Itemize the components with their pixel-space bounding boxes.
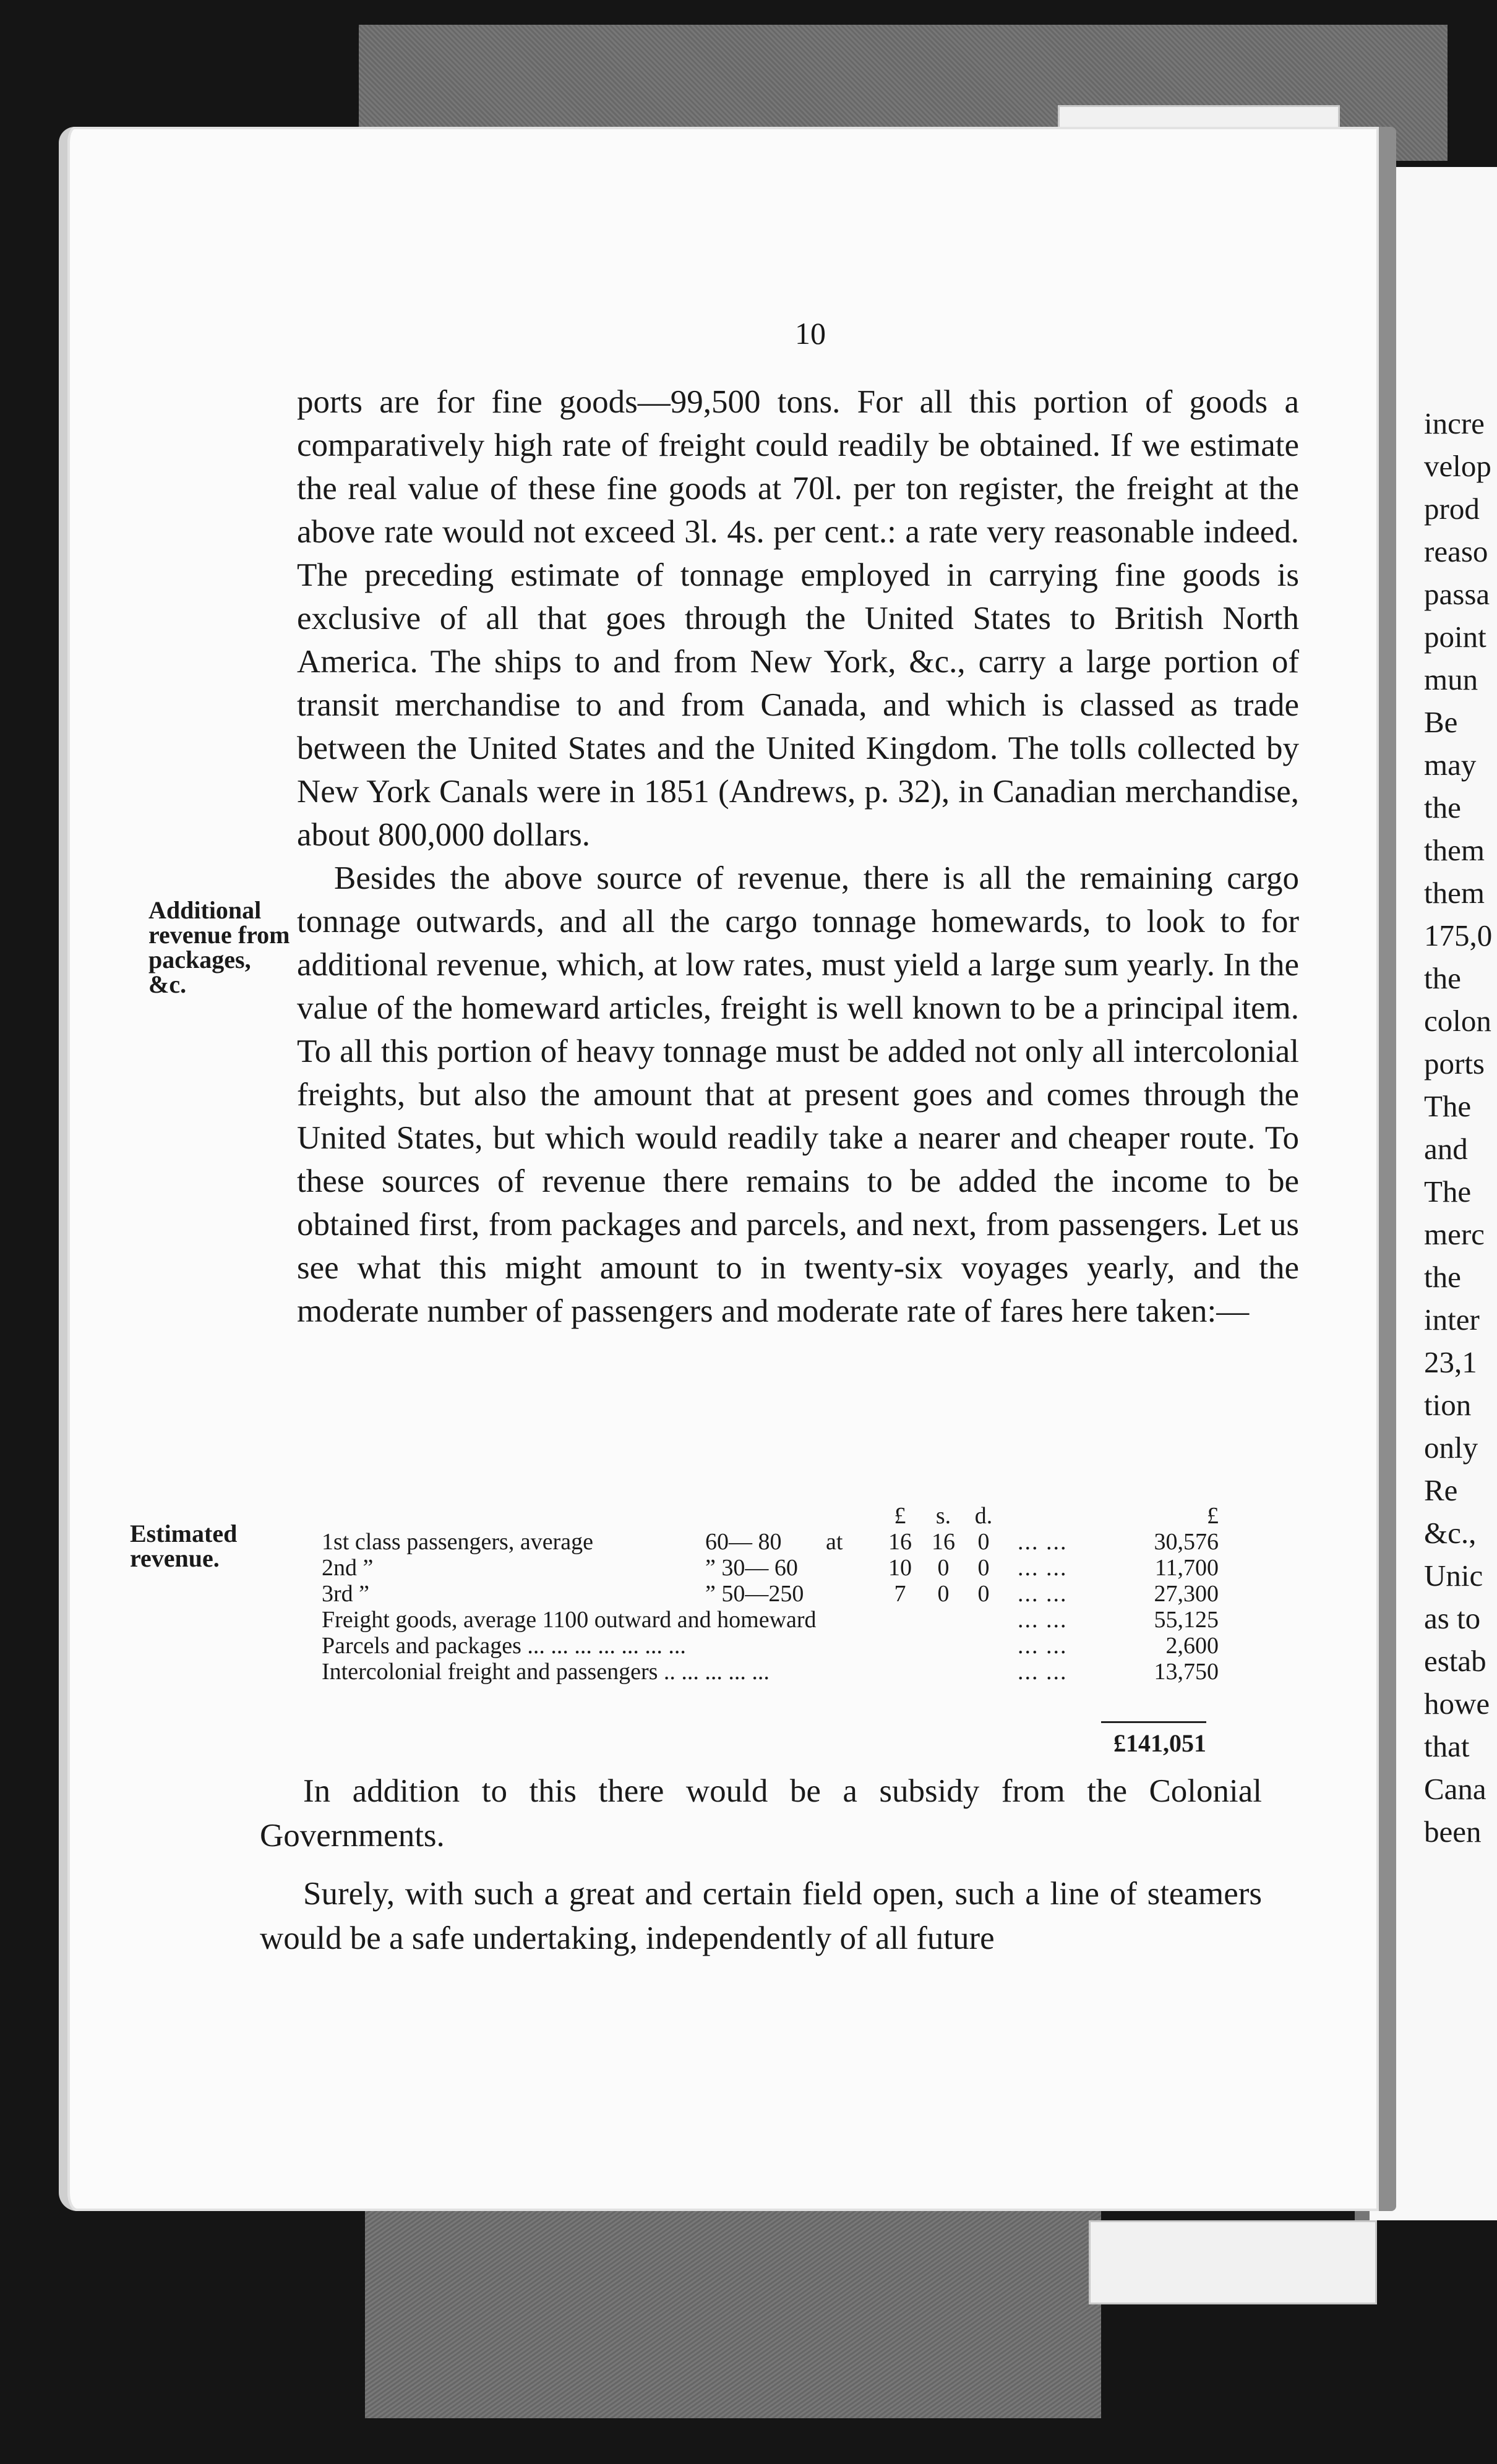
margin-note-estimated-revenue: Estimated revenue. [130,1520,238,1572]
facing-page-line: the [1424,961,1461,995]
facing-page-text [1424,402,1497,1853]
facing-page-line: that [1424,1729,1470,1763]
revenue-table-row [322,1633,1219,1659]
revenue-table-row [322,1607,1219,1633]
facing-page-line: been [1424,1815,1482,1849]
revenue-cell-dots: ... ... [1018,1659,1068,1685]
facing-page-line: Unic [1424,1559,1483,1593]
facing-page-line: Re [1424,1473,1458,1507]
facing-page-line: ports [1424,1046,1485,1080]
facing-page-line: prod [1424,492,1480,526]
revenue-cell-pence: 0 [977,1529,990,1555]
revenue-cell-label: Parcels and packages ... ... ... ... ... ... ... [322,1633,686,1659]
paragraph-steamers: Surely, with such a great and certain field open, such a line of steamers would be a safe undertaking, independently of all future [260,1876,1262,1956]
revenue-cell-pounds: 7 [894,1581,906,1607]
revenue-cell-pounds: 16 [888,1529,912,1555]
revenue-cell-amount: 13,750 [1154,1659,1219,1685]
facing-page-line: Be [1424,705,1458,739]
body-text [297,380,1299,1333]
revenue-cell-pounds: 10 [888,1555,912,1581]
revenue-cell-label: 1st class passengers, average [322,1529,593,1555]
revenue-cell-shillings: 0 [937,1555,950,1581]
revenue-cell-dots: ... ... [1018,1607,1068,1633]
mounting-board-bottom [365,2177,1101,2418]
facing-page-line: tion [1424,1388,1472,1422]
revenue-cell-amount: 27,300 [1154,1581,1219,1607]
facing-page-line: 23,1 [1424,1345,1477,1379]
closing-text [260,1769,1262,1974]
revenue-cell-dots: ... ... [1018,1529,1068,1555]
paragraph-fine-goods: ports are for fine goods—99,500 tons. For all this portion of goods a comparatively high rate of freight could readily be obtained. If we estimate the real value of these fine goods at 70l. per ton register, the freight at the above rate would not exceed 3l. 4s. per cent.: a rate very reasonable indeed. The preceding estimate of tonnage employed in carrying fine goods is exclusive of all that goes through the United States to British North America. The ships to and from New York, &c., carry a large portion of transit merchandise to and from Canada, and which is classed as trade between the United States and the United Kingdom. The tolls collected by New York Canals were in 1851 (Andrews, p. 32), in Canadian merchandise, about 800,000 dollars. [297,384,1299,853]
facing-page-line: 175,0 [1424,918,1493,952]
revenue-total: £141,051 [1113,1729,1206,1757]
facing-page-line: The [1424,1174,1472,1208]
revenue-cell-label: 2nd ” [322,1555,374,1581]
header-pence: d. [974,1503,993,1529]
facing-page-line: them [1424,833,1485,867]
facing-page-line: estab [1424,1644,1486,1678]
revenue-cell-pence: 0 [977,1555,990,1581]
facing-page-line: may [1424,748,1477,782]
revenue-cell-label: Freight goods, average 1100 outward and homeward [322,1607,817,1633]
revenue-cell-amount: 55,125 [1154,1607,1219,1633]
facing-page-line: velop [1424,449,1491,483]
page-number: 10 [795,316,826,351]
revenue-table-header [322,1503,1219,1529]
revenue-cell-shillings: 16 [932,1529,955,1555]
revenue-cell-range: ” 30— 60 [705,1555,798,1581]
facing-page-line: the [1424,790,1461,824]
facing-page-line: them [1424,876,1485,910]
revenue-cell-range: 60— 80 [705,1529,782,1555]
facing-page-line: as to [1424,1601,1481,1635]
paragraph-additional-revenue: Besides the above source of revenue, there is all the remaining cargo tonnage outwards, and all the cargo tonnage homewards, to look to for additional revenue, which, at low rates, must yield a large sum yearly. In the value of the homeward articles, freight is well known to be a principal item. To all this portion of heavy tonnage must be added not only all intercolonial freights, but also the amount that at present goes and comes through the United States, but which would readily take a nearer and cheaper route. To these sources of revenue there remains to be added the income to be obtained first, from packages and parcels, and next, from passengers. Let us see what this might amount to in twenty-six voyages yearly, and the moderate number of passengers and moderate rate of fares here taken:— [297,860,1299,1329]
facing-page-line: the [1424,1260,1461,1294]
paragraph-subsidy: In addition to this there would be a subsidy from the Colonial Governments. [260,1773,1262,1854]
revenue-cell-pence: 0 [977,1581,990,1607]
header-shillings: s. [935,1503,951,1529]
revenue-table-row [322,1581,1219,1607]
revenue-table [322,1503,1219,1685]
facing-page-line: incre [1424,406,1485,440]
facing-page-line: only [1424,1431,1478,1465]
revenue-table-row [322,1529,1219,1555]
facing-page-line: &c., [1424,1516,1477,1550]
paper-tab-bottom [1089,2220,1377,2304]
revenue-cell-at: at [826,1529,843,1555]
revenue-cell-amount: 11,700 [1154,1555,1219,1581]
header-pounds: £ [894,1503,906,1529]
revenue-cell-label: 3rd ” [322,1581,370,1607]
revenue-cell-range: ” 50—250 [705,1581,804,1607]
revenue-cell-dots: ... ... [1018,1555,1068,1581]
facing-page-line: reaso [1424,534,1488,568]
facing-page-line: The [1424,1089,1472,1123]
facing-page-line: inter [1424,1303,1480,1337]
facing-page-line: howe [1424,1687,1490,1721]
facing-page-line: merc [1424,1217,1485,1251]
revenue-table-row [322,1659,1219,1685]
facing-page-line: colon [1424,1004,1491,1038]
revenue-table-row [322,1555,1219,1581]
facing-page-line: Cana [1424,1772,1486,1806]
revenue-cell-amount: 2,600 [1165,1633,1219,1659]
facing-page-line: and [1424,1132,1468,1166]
revenue-cell-shillings: 0 [937,1581,950,1607]
revenue-cell-amount: 30,576 [1154,1529,1219,1555]
revenue-cell-dots: ... ... [1018,1633,1068,1659]
facing-page-line: passa [1424,577,1490,611]
facing-page-line: mun [1424,662,1478,696]
margin-note-additional-revenue: Additional revenue from packages, &c. [148,896,290,998]
facing-page-line: point [1424,620,1486,654]
header-amount: £ [1207,1503,1219,1529]
total-rule [1101,1721,1206,1723]
revenue-cell-label: Intercolonial freight and passengers .. ... ... ... ... [322,1659,770,1685]
revenue-cell-dots: ... ... [1018,1581,1068,1607]
